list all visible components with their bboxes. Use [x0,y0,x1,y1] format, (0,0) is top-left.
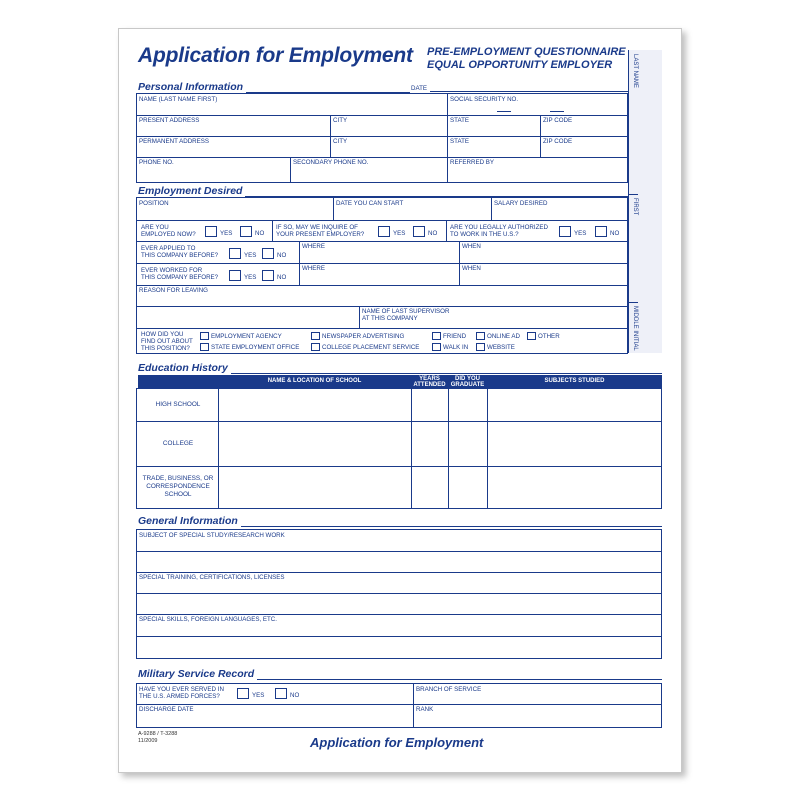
employment-agency-checkbox[interactable] [200,332,209,340]
other-label: OTHER [538,333,560,340]
date-field[interactable] [430,91,628,92]
walk-in-label: WALK IN [443,344,469,351]
side-divider [628,194,638,195]
website-label: WEBSITE [487,344,515,351]
ssn-dash [497,111,511,112]
newspaper-label: NEWSPAPER ADVERTISING [322,333,405,340]
phone-field[interactable]: PHONE NO. [139,159,174,166]
discharge-date-field[interactable]: DISCHARGE DATE [139,706,194,713]
worked-when-field[interactable]: WHEN [462,265,481,272]
present-address-field[interactable]: PRESENT ADDRESS [139,117,200,124]
employed-now-label: ARE YOU EMPLOYED NOW? [141,224,196,238]
row-trade-school: TRADE, BUSINESS, OR CORRESPONDENCE SCHOOL [142,475,214,498]
yes-label: YES [574,230,587,237]
col-subjects: SUBJECTS STUDIED [544,378,605,384]
employed-now-yes-checkbox[interactable] [205,226,217,237]
worked-yes-checkbox[interactable] [229,270,241,281]
walk-in-checkbox[interactable] [432,343,441,351]
side-divider [628,302,638,303]
website-checkbox[interactable] [476,343,485,351]
employment-agency-label: EMPLOYMENT AGENCY [211,333,282,340]
college-placement-label: COLLEGE PLACEMENT SERVICE [322,344,420,351]
yes-label: YES [244,252,257,259]
col-school-name: NAME & LOCATION OF SCHOOL [267,378,362,384]
permanent-address-field[interactable]: PERMANENT ADDRESS [139,138,210,145]
permanent-zip-field[interactable]: ZIP CODE [543,138,573,145]
no-label: NO [290,692,300,699]
yes-label: YES [252,692,265,699]
employment-heading: Employment Desired [138,185,245,197]
secondary-phone-field[interactable]: SECONDARY PHONE NO. [293,159,369,166]
ssn-dash [550,111,564,112]
position-field[interactable]: POSITION [139,200,169,207]
general-info-box [136,529,662,659]
friend-label: FRIEND [443,333,467,340]
row-college: COLLEGE [162,440,194,447]
special-study-field[interactable]: SUBJECT OF SPECIAL STUDY/RESEARCH WORK [139,532,285,539]
col-years-attended: YEARS ATTENDED [413,376,446,388]
applied-when-field[interactable]: WHEN [462,243,481,250]
rank-field[interactable]: RANK [416,706,434,713]
side-label-first: FIRST [632,198,638,216]
side-label-middle-initial: MIDDLE INITIAL [632,306,638,351]
no-label: NO [610,230,620,237]
footer-title: Application for Employment [310,735,484,750]
general-heading: General Information [138,515,241,527]
worked-before-label: EVER WORKED FOR THIS COMPANY BEFORE? [141,267,219,281]
salary-field[interactable]: SALARY DESIRED [494,200,548,207]
present-zip-field[interactable]: ZIP CODE [543,117,573,124]
state-office-label: STATE EMPLOYMENT OFFICE [211,344,300,351]
applied-no-checkbox[interactable] [262,248,274,259]
ssn-field[interactable]: SOCIAL SECURITY NO. [450,96,519,103]
no-label: NO [255,230,265,237]
worked-where-field[interactable]: WHERE [302,265,326,272]
date-label: DATE [411,85,428,92]
worked-no-checkbox[interactable] [262,270,274,281]
form-title: Application for Employment [138,44,413,67]
online-ad-checkbox[interactable] [476,332,485,340]
yes-label: YES [393,230,406,237]
name-field[interactable]: NAME (LAST NAME FIRST) [139,96,218,103]
online-ad-label: ONLINE AD [487,333,521,340]
subtitle-line-2: EQUAL OPPORTUNITY EMPLOYER [427,59,613,71]
served-label: HAVE YOU EVER SERVED IN THE U.S. ARMED FORCES? [139,686,224,700]
employed-now-no-checkbox[interactable] [240,226,252,237]
form-date: 11/2009 [138,738,158,744]
other-checkbox[interactable] [527,332,536,340]
present-state-field[interactable]: STATE [450,117,470,124]
applied-before-label: EVER APPLIED TO THIS COMPANY BEFORE? [141,245,219,259]
no-label: NO [277,274,287,281]
authorized-label: ARE YOU LEGALLY AUTHORIZED TO WORK IN THE U.S.? [450,224,548,238]
permanent-city-field[interactable]: CITY [333,138,348,145]
education-heading: Education History [138,362,231,374]
personal-heading: Personal Information [138,81,246,93]
yes-label: YES [244,274,257,281]
last-supervisor-field[interactable]: NAME OF LAST SUPERVISOR AT THIS COMPANY [362,308,450,322]
reason-leaving-field[interactable]: REASON FOR LEAVING [139,287,208,294]
date-start-field[interactable]: DATE YOU CAN START [336,200,404,207]
row-high-school: HIGH SCHOOL [155,401,201,408]
col-graduate: DID YOU GRADUATE [450,376,485,388]
military-heading: Military Service Record [138,668,257,680]
applied-where-field[interactable]: WHERE [302,243,326,250]
no-label: NO [428,230,438,237]
subtitle-line-1: PRE-EMPLOYMENT QUESTIONNAIRE [427,46,626,58]
find-out-label: HOW DID YOU FIND OUT ABOUT THIS POSITION? [141,331,193,352]
inquire-no-checkbox[interactable] [413,226,425,237]
newspaper-checkbox[interactable] [311,332,320,340]
form-code: A-9288 / T-3288 [138,731,178,737]
branch-field[interactable]: BRANCH OF SERVICE [416,686,482,693]
side-label-last-name: LAST NAME [632,54,638,88]
college-placement-checkbox[interactable] [311,343,320,351]
inquire-label: IF SO, MAY WE INQUIRE OF YOUR PRESENT EMPLOYER? [276,224,365,238]
authorized-no-checkbox[interactable] [595,226,607,237]
state-office-checkbox[interactable] [200,343,209,351]
present-city-field[interactable]: CITY [333,117,348,124]
served-yes-checkbox[interactable] [237,688,249,699]
special-skills-field[interactable]: SPECIAL SKILLS, FOREIGN LANGUAGES, ETC. [139,616,277,623]
referred-by-field[interactable]: REFERRED BY [450,159,495,166]
no-label: NO [277,252,287,259]
permanent-state-field[interactable]: STATE [450,138,470,145]
yes-label: YES [220,230,233,237]
authorized-yes-checkbox[interactable] [559,226,571,237]
served-no-checkbox[interactable] [275,688,287,699]
form-subtitle [427,46,626,72]
inquire-yes-checkbox[interactable] [378,226,390,237]
applied-yes-checkbox[interactable] [229,248,241,259]
special-training-field[interactable]: SPECIAL TRAINING, CERTIFICATIONS, LICENSES [139,574,285,581]
friend-checkbox[interactable] [432,332,441,340]
